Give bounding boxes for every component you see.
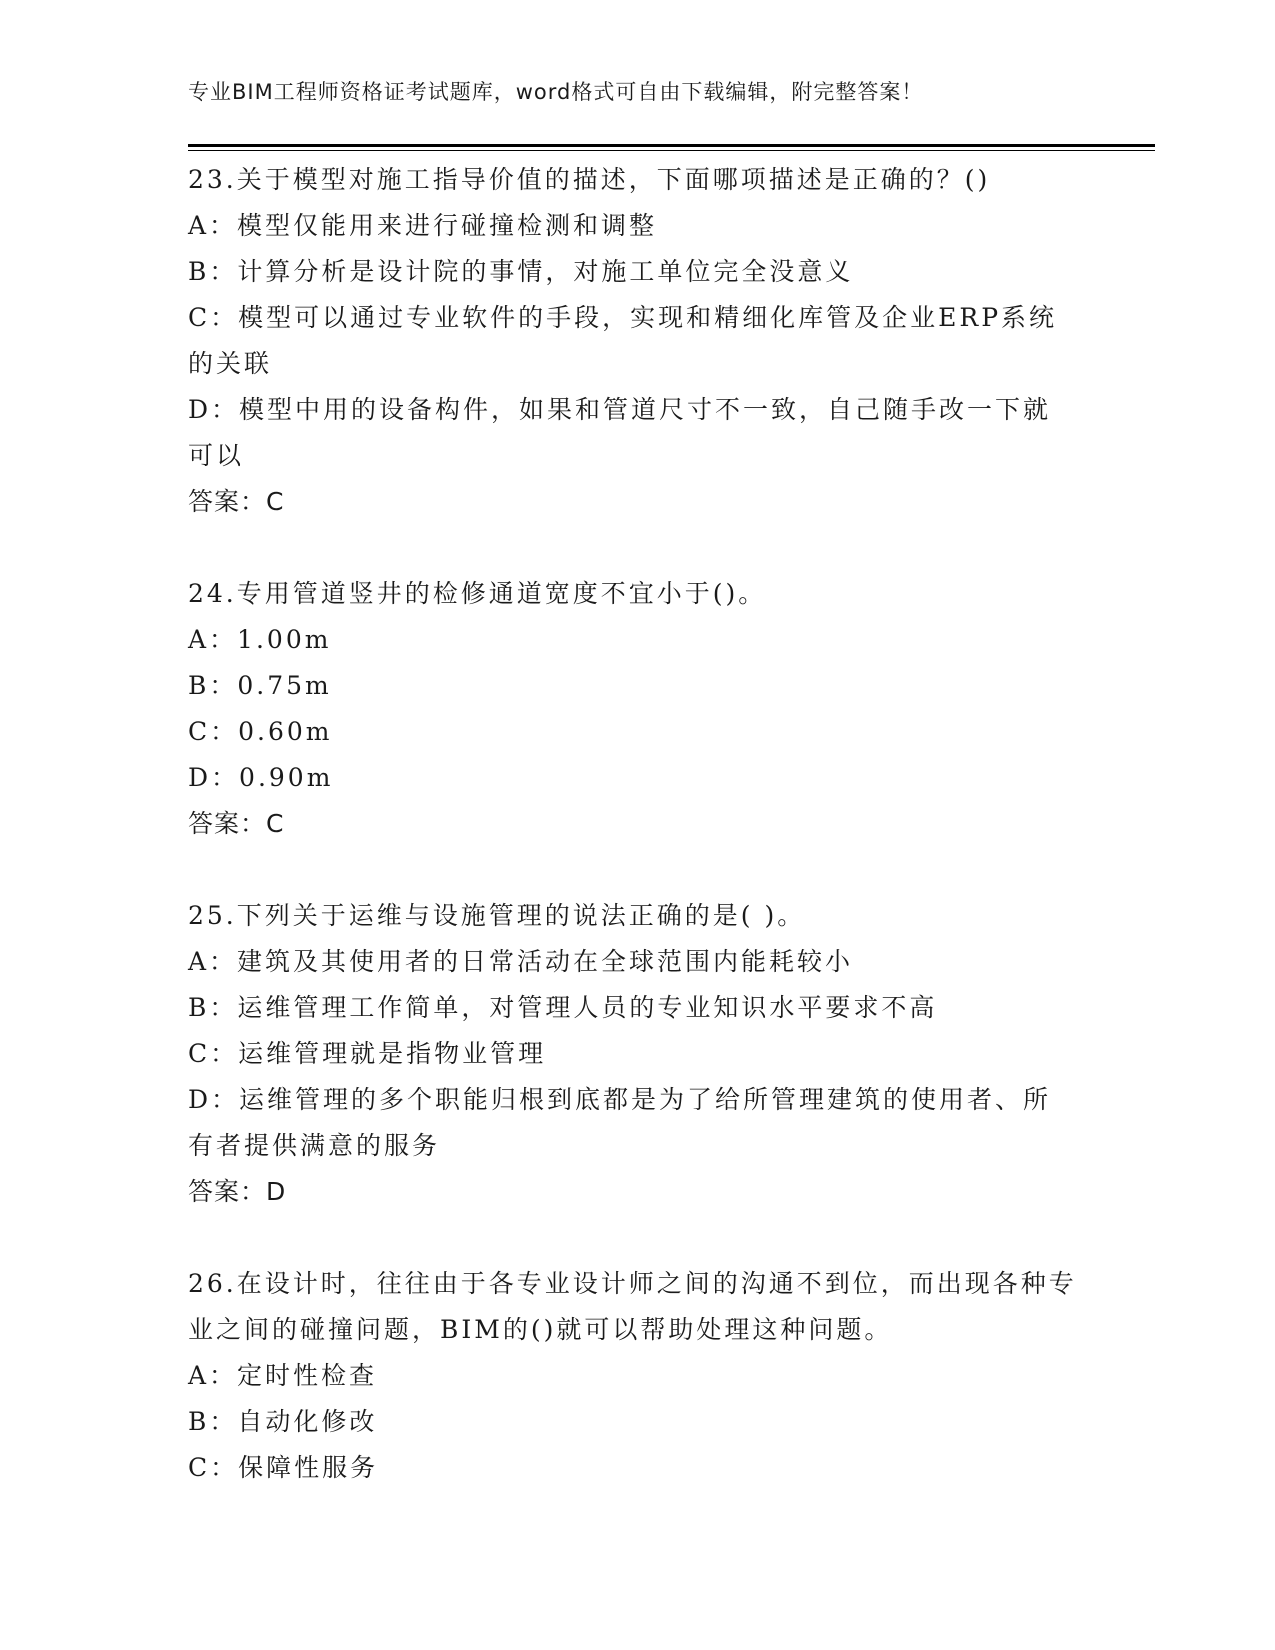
question-stem: 25.下列关于运维与设施管理的说法正确的是( )。 [188,901,806,930]
question-23 [188,157,1078,525]
option-a: A：建筑及其使用者的日常活动在全球范围内能耗较小 [188,947,854,976]
question-24 [188,571,1078,847]
question-stem: 24.专用管道竖井的检修通道宽度不宜小于()。 [188,579,767,608]
question-list [188,157,1078,1537]
option-c: C：运维管理就是指物业管理 [188,1039,547,1068]
option-a: A：模型仅能用来进行碰撞检测和调整 [188,211,658,240]
question-stem: 26.在设计时，往往由于各专业设计师之间的沟通不到位，而出现各种专业之间的碰撞问题，BIM的()就可以帮助处理这种问题。 [188,1269,1077,1344]
question-26 [188,1261,1078,1491]
option-b: B：运维管理工作简单，对管理人员的专业知识水平要求不高 [188,993,938,1022]
option-d: D：模型中用的设备构件，如果和管道尺寸不一致，自己随手改一下就可以 [188,395,1052,470]
option-d: D：0.90m [188,763,334,792]
option-b: B：0.75m [188,671,332,700]
option-a: A：1.00m [188,625,332,654]
option-d: D：运维管理的多个职能归根到底都是为了给所管理建筑的使用者、所有者提供满意的服务 [188,1085,1052,1160]
option-b: B：自动化修改 [188,1407,378,1436]
answer-line: 答案：C [188,487,285,516]
header-rule-thin [188,150,1155,151]
option-c: C：0.60m [188,717,333,746]
option-b: B：计算分析是设计院的事情，对施工单位完全没意义 [188,257,854,286]
page-header: 专业BIM工程师资格证考试题库，word格式可自由下载编辑，附完整答案！ [188,80,924,104]
option-c: C：保障性服务 [188,1453,379,1482]
header-rule-thick [188,144,1155,147]
option-a: A：定时性检查 [188,1361,378,1390]
answer-line: 答案：D [188,1177,287,1206]
option-c: C：模型可以通过专业软件的手段，实现和精细化库管及企业ERP系统的关联 [188,303,1058,378]
question-stem: 23.关于模型对施工指导价值的描述，下面哪项描述是正确的？() [188,165,991,194]
answer-line: 答案：C [188,809,285,838]
question-25 [188,893,1078,1215]
